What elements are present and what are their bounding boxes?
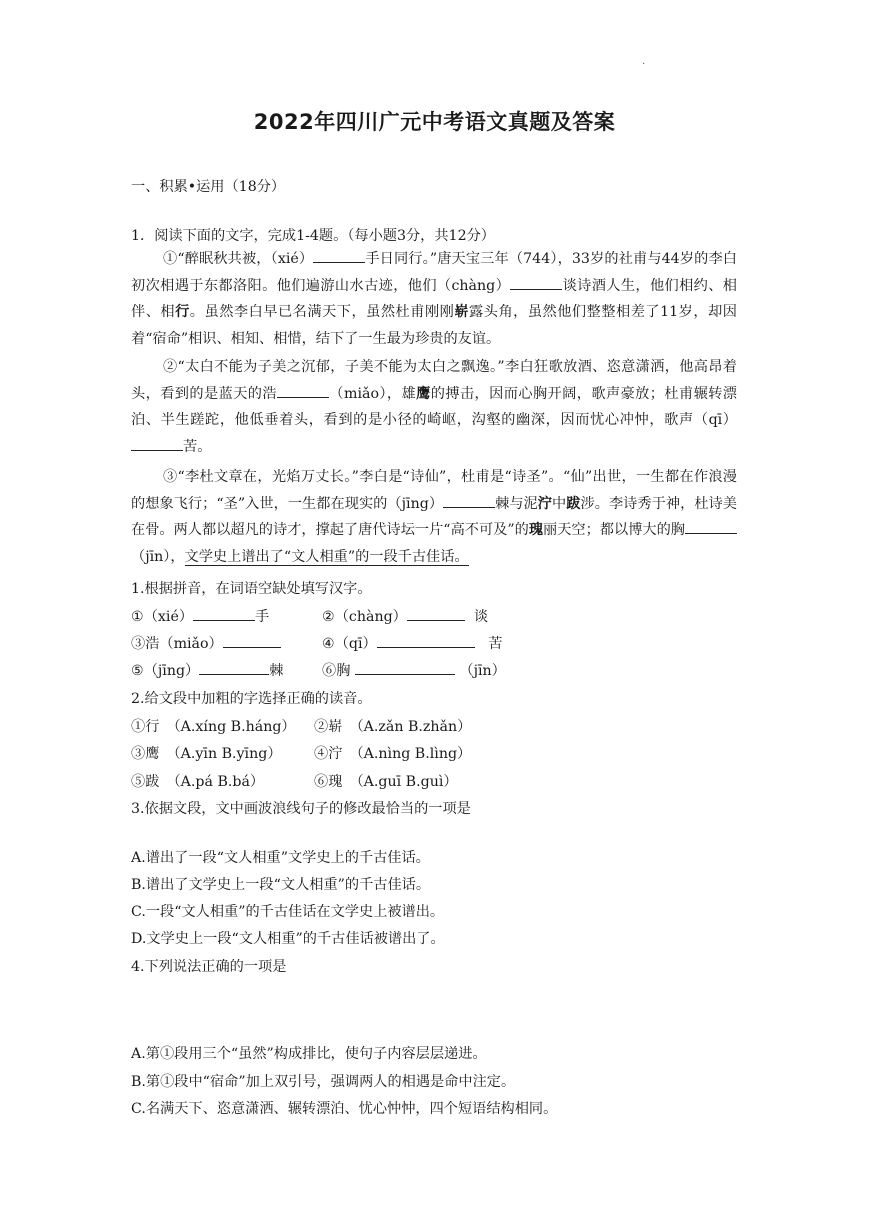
- q3-option-c: C.一段“文人相重”的千古佳话在文学史上被谱出。: [131, 904, 445, 920]
- bold-char-xing: 行: [175, 304, 190, 321]
- q3-option-a: A.谱出了一段“文人相重”文学史上的千古佳话。: [131, 850, 430, 866]
- blank-chang: [510, 275, 562, 290]
- fill-item-4: ④（qī） 苦: [322, 633, 502, 653]
- q4-option-b: B.第①段中“宿命”加上双引号，强调两人的相遇是命中注定。: [131, 1074, 516, 1090]
- passage-paragraph-3: ③“李杜文章在，光焰万丈长。”李白是“诗仙”，杜甫是“诗圣”。“仙”出世，一生都在作浪漫的想象飞行；“圣”入世，一生都在现实的（jīng） 棘与泥泞中跋涉。李诗秀于神，杜诗美在骨。两人都以超凡的诗才，撑起了唐代诗坛一片“高不可及”的瑰丽天空；都以博大的胸（jīn），文学史上谱出了“文人相重”的一段千古佳话。: [131, 469, 737, 565]
- fill-item-3: ③浩（miǎo）: [131, 633, 281, 653]
- question-1-2: 2.给文段中加粗的字选择正确的读音。: [131, 691, 372, 707]
- answer-line[interactable]: [377, 633, 475, 648]
- passage-paragraph-1: ①“醉眠秋共被，（xié） 手日同行。”唐天宝三年（744），33岁的社甫与44岁的李白初次相遇于东都洛阳。他们遍游山水古迹，他们（chàng） 谈诗酒人生，他们相约、相伴、相行。虽然李白早已名满天下，虽然杜甫刚刚崭露头角，虽然他们整整相差了11岁，却因着“宿命”相识、相知、相惜，结下了一生最为珍贵的友谊。: [131, 246, 737, 352]
- blank-qi: [131, 436, 183, 451]
- pron-item-4: ④泞 （A.nìng B.lìng）: [314, 746, 472, 762]
- answer-line[interactable]: [355, 660, 455, 675]
- bold-char-ying: 鹰: [416, 385, 431, 402]
- bold-char-ba: 跋: [566, 495, 581, 512]
- q3-option-b: B.谱出了文学史上一段“文人相重”的千古佳话。: [131, 877, 431, 893]
- fill-item-2: ②（chàng） 谈: [322, 606, 488, 626]
- blank-miao: [277, 383, 329, 398]
- answer-line[interactable]: [193, 606, 255, 621]
- blank-xie: [313, 248, 365, 263]
- pron-item-3: ③鹰 （A.yīn B.yīng）: [131, 746, 282, 762]
- pron-item-6: ⑥瑰 （A.guī B.guì）: [314, 774, 458, 790]
- bold-char-gui: 瑰: [528, 522, 544, 539]
- passage-paragraph-2: ②“太白不能为子美之沉郁，子美不能为太白之飘逸。”李白狂歌放酒、恣意潇洒，他高昂着头，看到的是蓝天的浩 （miǎo），雄鹰的搏击，因而心胸开阔，歌声豪放；杜甫辗转漂泊、半生蹉跎，他低垂着头，看到的是小径的崎岖，沟壑的幽深，因而忧心冲忡，歌声（qī）苦。: [131, 359, 737, 455]
- fill-item-5: ⑤（jīng） 棘: [131, 660, 283, 680]
- q3-option-d: D.文学史上一段“文人相重”的千古佳话被谱出了。: [131, 931, 445, 947]
- pron-item-1: ①行 （A.xíng B.háng）: [131, 719, 296, 735]
- fill-item-1: ①（xié） 手: [131, 606, 269, 626]
- question-1-1: 1.根据拼音，在词语空缺处填写汉字。: [131, 581, 372, 597]
- page-title: 2022年四川广元中考语文真题及答案: [253, 110, 616, 134]
- question-1-intro: 1．阅读下面的文字，完成1-4题。（每小题3分，共12分）: [131, 228, 495, 244]
- section-heading: 一、积累•运用（18分）: [131, 179, 286, 195]
- blank-jin: [685, 519, 737, 534]
- header-dot: .: [642, 56, 646, 67]
- question-1-4: 4.下列说法正确的一项是: [131, 959, 287, 975]
- bold-char-zhan: 崭: [454, 304, 470, 321]
- q4-option-c: C.名满天下、恣意潇洒、辗转漂泊、忧心忡忡，四个短语结构相同。: [131, 1101, 558, 1117]
- q4-option-a: A.第①段用三个“虽然”构成排比，使句子内容层层递进。: [131, 1046, 487, 1062]
- answer-line[interactable]: [199, 660, 269, 675]
- answer-line[interactable]: [407, 606, 465, 621]
- wavy-underlined-sentence: 文学史上谱出了“文人相重”的一段千古佳话。: [184, 548, 469, 565]
- question-1-3: 3.依据文段，文中画波浪线句子的修改最恰当的一项是: [131, 801, 471, 817]
- bold-char-ning: 泞: [537, 495, 553, 512]
- pron-item-2: ②崭 （A.zǎn B.zhǎn）: [314, 719, 472, 735]
- blank-jing: [443, 493, 495, 508]
- pron-item-5: ⑤跋 （A.pá B.bá）: [131, 774, 265, 790]
- fill-item-6: ⑥胸 （jīn）: [322, 660, 506, 680]
- answer-line[interactable]: [223, 633, 281, 648]
